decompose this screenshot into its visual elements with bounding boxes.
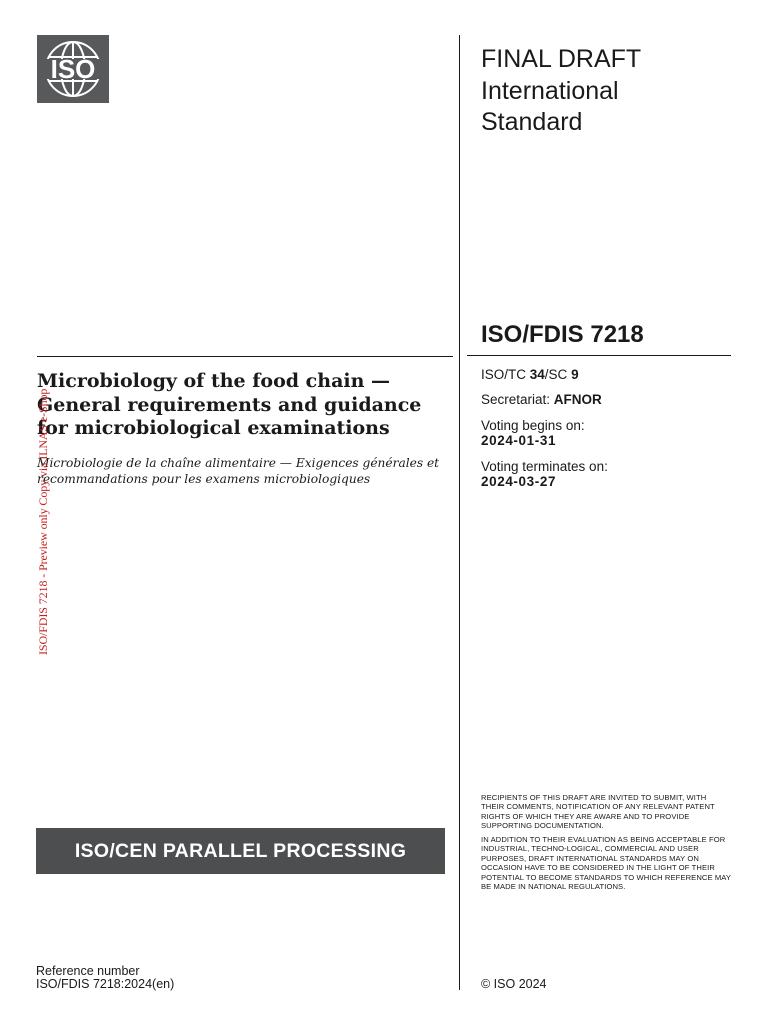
- preview-watermark: ISO/FDIS 7218 - Preview only Copy via ILNAS e-Shop: [36, 388, 50, 655]
- voting-begins-label: Voting begins on:: [481, 418, 585, 433]
- divider-left: [37, 356, 453, 357]
- document-number: ISO/FDIS 7218: [481, 321, 644, 348]
- tc-number: 34: [529, 367, 545, 382]
- committee-line: [481, 366, 579, 383]
- patent-notice: RECIPIENTS OF THIS DRAFT ARE INVITED TO SUBMIT, WITH THEIR COMMENTS, NOTIFICATION OF ANY RELEVANT PATENT RIGHTS OF WHICH THEY ARE AWARE AND TO PROVIDE SUPPORTING DOCUMENTATION.: [481, 793, 715, 831]
- secretariat-label: Secretariat:: [481, 392, 554, 407]
- iso-globe-icon: [37, 35, 109, 103]
- title-english: Microbiology of the food chain — General requirements and guidance for microbiological examinations: [37, 370, 422, 439]
- committee-prefix: ISO/TC: [481, 367, 530, 382]
- reference-number: ISO/FDIS 7218:2024(en): [36, 977, 175, 991]
- vertical-divider: [459, 35, 460, 990]
- sc-number: 9: [571, 367, 579, 382]
- secretariat-line: [481, 391, 602, 408]
- document-type: International Standard: [481, 77, 619, 136]
- logo-text: ISO: [50, 54, 96, 84]
- divider-right: [467, 355, 731, 356]
- evaluation-notice: IN ADDITION TO THEIR EVALUATION AS BEING ACCEPTABLE FOR INDUSTRIAL, TECHNO-LOGICAL, COMMERCIAL AND USER PURPOSES, DRAFT INTERNATIONAL STANDARDS MAY ON OCCASION HAVE TO BE CONSIDERED IN THE LIGHT OF THEIR POTENTIAL TO BECOME STANDARDS TO WHICH REFERENCE MAY BE MADE IN NATIONAL REGULATIONS.: [481, 835, 731, 892]
- document-stage: FINAL DRAFT: [481, 45, 642, 73]
- reference-label: Reference number: [36, 964, 140, 978]
- voting-terminates-date: 2024-03-27: [481, 474, 557, 489]
- voting-terminates-label: Voting terminates on:: [481, 459, 608, 474]
- voting-begins-date: 2024-01-31: [481, 433, 557, 448]
- parallel-processing-banner: [36, 828, 445, 874]
- banner-label: ISO/CEN PARALLEL PROCESSING: [74, 839, 407, 862]
- title-french: Microbiologie de la chaîne alimentaire — Exigences générales et recommandations pour les examens microbiologiques: [37, 456, 440, 486]
- iso-logo: [37, 35, 109, 103]
- sc-prefix: /SC: [544, 367, 572, 382]
- copyright: © ISO 2024: [481, 977, 547, 991]
- secretariat-value: AFNOR: [553, 392, 602, 407]
